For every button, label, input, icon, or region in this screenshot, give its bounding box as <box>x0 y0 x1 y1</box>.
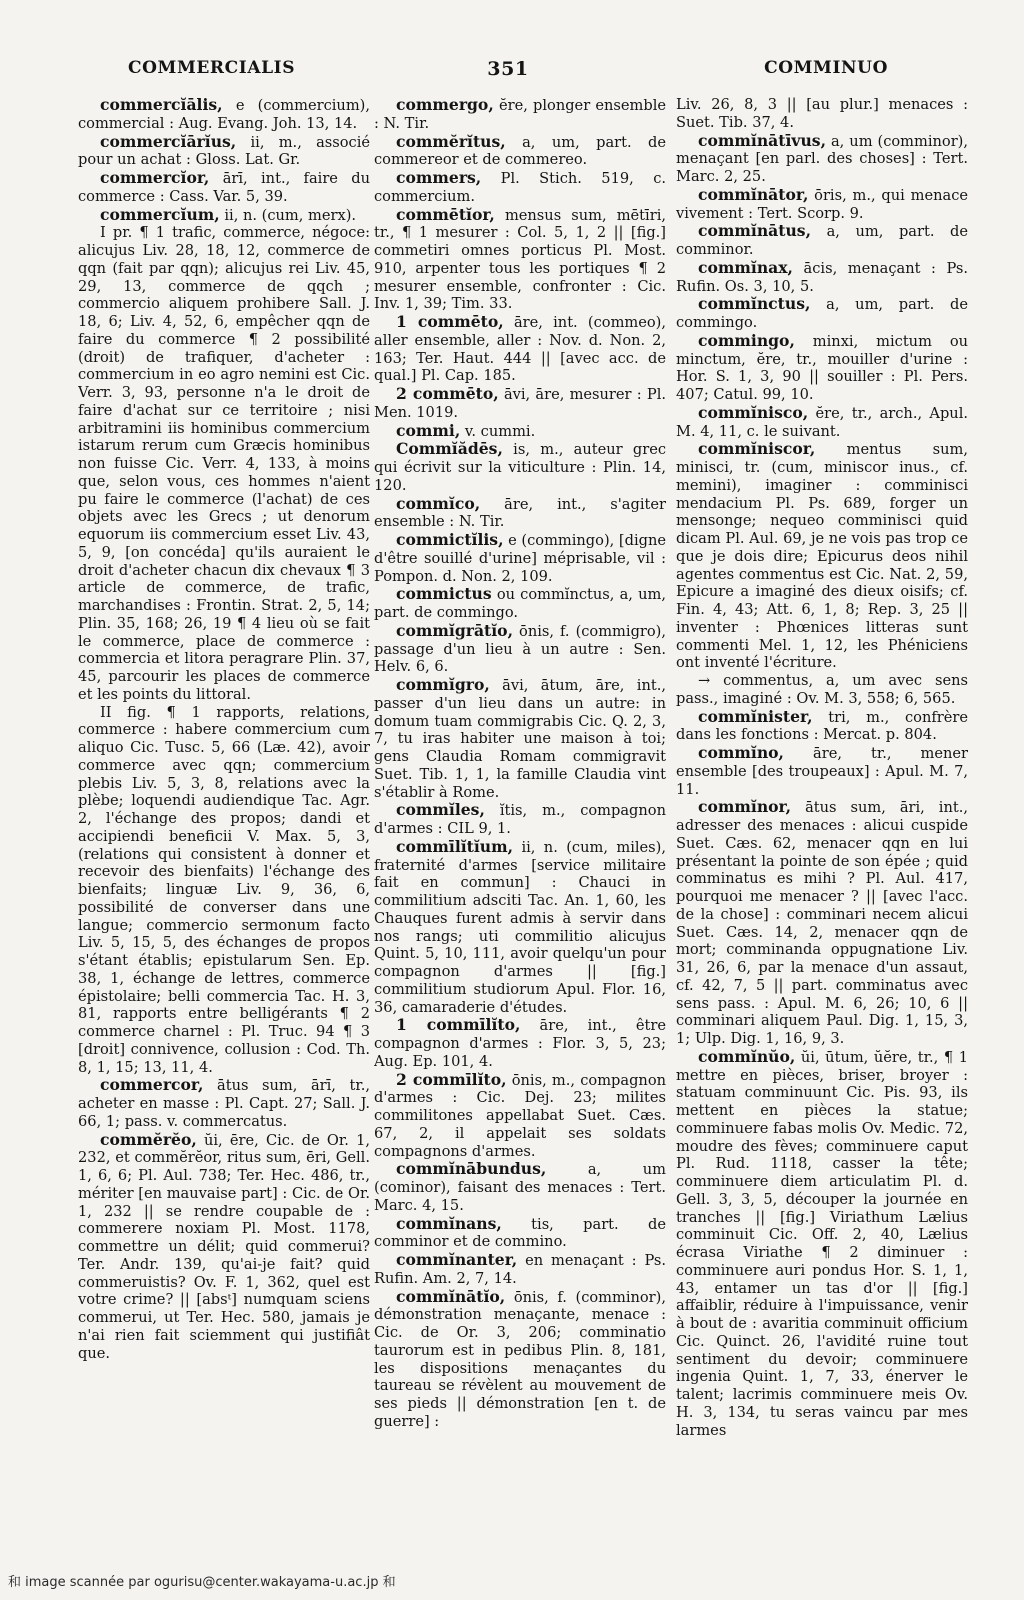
entry-definition: a, um, part. de commingo. <box>676 296 968 331</box>
dictionary-entry <box>374 169 666 206</box>
dictionary-entry <box>374 1016 666 1070</box>
entry-headword: commĭnŭo, <box>698 1046 796 1066</box>
entry-definition: Liv. 26, 8, 3 || [au plur.] menaces : Suet. Tib. 37, 4. <box>676 96 968 131</box>
entry-headword: commĭnctus, <box>698 294 811 314</box>
entry-definition: a, um, part. de comminor. <box>676 223 968 258</box>
dictionary-entry <box>374 1251 666 1288</box>
entry-headword: 1 commīlĭto, <box>396 1015 521 1035</box>
entry-definition: mensus sum, mētīri, tr., ¶ 1 mesurer : Col. 5, 1, 2 || [fig.] commetiri omnes porticus Pl. Most. 910, arpenter tous les portiques ¶ 2 mesurer ensemble, confronter : Cic. Inv. 1, 39; Tim. 33. <box>374 206 666 313</box>
dictionary-entry <box>676 1048 968 1440</box>
dictionary-entry <box>676 132 968 186</box>
entry-definition: ōnis, f. (comminor), démonstration menaçante, menace : Cic. de Or. 3, 206; comminatio taurorum est in pedibus Plin. 8, 181, les dispositions menaçantes du taureau se révèlent au mouvement de ses pieds || démonstration [en t. de guerre] : <box>374 1288 666 1430</box>
entry-definition: ĭtis, m., compagnon d'armes : CIL 9, 1. <box>374 802 666 837</box>
entry-definition: ātus sum, ārī, tr., acheter en masse : Pl. Capt. 27; Sall. J. 66, 1; pass. v. commercatus. <box>78 1077 370 1130</box>
entry-headword: commĭnax, <box>698 257 793 277</box>
entry-definition: āvi, āre, mesurer : Pl. Men. 1019. <box>374 386 666 421</box>
running-head <box>128 58 888 84</box>
dictionary-entry <box>374 622 666 676</box>
entry-headword: 2 commēto, <box>396 384 499 403</box>
entry-headword: commĭgro, <box>396 675 490 694</box>
entry-headword: 1 commēto, <box>396 312 504 331</box>
dictionary-entry <box>374 133 666 170</box>
dictionary-entry <box>78 133 370 170</box>
page-number: 351 <box>487 58 529 80</box>
dictionary-column-2 <box>374 96 666 1544</box>
entry-definition: ācis, menaçant : Ps. Rufin. Os. 3, 10, 5. <box>676 259 968 295</box>
entry-headword: commīlĭtĭum, <box>396 836 514 856</box>
dictionary-entry <box>676 186 968 223</box>
entry-definition: ŭi, ēre, Cic. de Or. 1, 232, et commĕrĕor, ritus sum, ēri, Gell. 1, 6, 6; Pl. Aul. 738; Ter. Hec. 486, tr., mériter [en mauvaise part] : Cic. de Or. 1, 232 || se rendre coupable de : commerere noxiam Pl. Most. 1178, commettre un délit; quid commerui? Ter. Andr. 139, qu'ai-je fait? quid commeruistis? Ov. F. 1, 362, quel est votre crime? || [absᵗ] numquam sciens commerui, ut Ter. Hec. 580, jamais je n'ai rien fait sciemment qui justifiât que. <box>78 1131 370 1362</box>
entry-definition: a, um (cominor), faisant des menaces : Tert. Marc. 4, 15. <box>374 1161 666 1214</box>
entry-definition: ii, n. (cum, merx). <box>224 206 357 224</box>
dictionary-entry <box>676 672 968 708</box>
entry-definition: ŭi, ūtum, ŭĕre, tr., ¶ 1 mettre en pièces, briser, broyer : statuam comminuunt Cic. Pis. 93, ils mettent en pièces la statue; comminuere fabas molis Ov. Medic. 72, moudre des fèves; comminuere caput Pl. Rud. 1118, casser la tête; comminuere diem articulatim Pl. d. Gell. 3, 3, 5, découper la journée en tranches || [fig.] Viriathum Lælius comminuit Cic. Off. 2, 40, Lælius écrasa Viriathe ¶ 2 diminuer : comminuere auri pondus Hor. S. 1, 1, 43, entamer un tas d'or || [fig.] affaiblir, réduire à l'impuissance, venir à bout de : avaritia comminuit officium Cic. Quinct. 26, l'avidité ruine tout sentiment du devoir; comminuere ingenia Quint. 1, 7, 33, énerver le talent; lacrimis comminuere meis Ov. H. 3, 134, tu seras vaincu par mes larmes <box>676 1048 968 1439</box>
entry-definition: āre, int. (commeo), aller ensemble, aller : Nov. d. Non. 2, 163; Ter. Haut. 444 || [avec acc. de qual.] Pl. Cap. 185. <box>374 314 666 385</box>
dictionary-entry <box>78 224 370 703</box>
dictionary-entry <box>374 531 666 585</box>
entry-definition: āre, int., s'agiter ensemble : N. Tir. <box>374 495 666 531</box>
entry-headword: commers, <box>396 168 482 187</box>
entry-headword: commĕrĕo, <box>100 1129 197 1149</box>
running-head-first-word: COMMERCIALIS <box>128 58 296 78</box>
entry-definition: ōris, m., qui menace vivement : Tert. Scorp. 9. <box>676 186 968 222</box>
entry-definition: e (commingo), [digne d'être souillé d'urine] méprisable, vil : Pompon. d. Non. 2, 109. <box>374 532 666 585</box>
dictionary-entry <box>374 440 666 494</box>
entry-definition: tis, part. de comminor et de commino. <box>374 1215 666 1251</box>
entry-definition: ou commĭnctus, a, um, part. de commingo. <box>374 586 666 621</box>
dictionary-entry <box>374 206 666 314</box>
entry-headword: commĭno, <box>698 743 784 762</box>
dictionary-entry <box>676 798 968 1048</box>
entry-headword: commĭnanter, <box>396 1250 518 1269</box>
entry-definition: āvi, ātum, āre, int., passer d'un lieu dans un autre: in domum tuam commigrabis Cic. Q. 2, 3, 7, tu iras habiter une maison à toi; gens Claudia Romam commigravit Suet. Tib. 1, 1, la famille Claudia vint s'établir à Rome. <box>374 677 666 801</box>
entry-headword: Commĭădēs, <box>396 439 503 459</box>
dictionary-column-1 <box>78 96 370 1544</box>
entry-headword: commĭniscor, <box>698 439 816 459</box>
entry-headword: commercĭārĭus, <box>100 131 237 151</box>
entry-headword: commĭnābundus, <box>396 1159 547 1179</box>
scan-credit-footer: 和 image scannée par ogurisu@center.wakayama-u.ac.jp 和 <box>8 1575 396 1590</box>
entry-headword: commictĭlis, <box>396 530 504 549</box>
dictionary-entry <box>374 1160 666 1214</box>
entry-headword: commi, <box>396 420 461 440</box>
entry-headword: commĭgrātĭo, <box>396 620 513 640</box>
dictionary-entry <box>78 704 370 1077</box>
dictionary-column-3 <box>676 96 968 1544</box>
entry-definition: e (commercium), commercial : Aug. Evang. Joh. 13, 14. <box>78 97 370 132</box>
entry-definition: ātus sum, āri, int., adresser des menaces : alicui cuspide Suet. Cæs. 62, menacer qqn en lui présentant la pointe de son épée ; quid comminatus es mihi ? Pl. Aul. 417, pourquoi me menacer ? || [avec l'acc. de la chose] : comminari necem alicui Suet. Cæs. 14, 2, menacer qqn de mort; comminanda oppugnatione Liv. 31, 26, 6, par la menace d'un assaut, cf. 42, 7, 5 || part. comminatus avec sens pass. : Apul. M. 6, 26; 10, 6 || comminari aliquem Paul. Dig. 1, 15, 3, 1; Ulp. Dig. 1, 16, 9, 3. <box>676 799 968 1047</box>
entry-headword: commĭnans, <box>396 1213 502 1233</box>
entry-headword: commercĭum, <box>100 204 220 224</box>
dictionary-entry <box>374 801 666 838</box>
entry-definition: āre, tr., mener ensemble [des troupeaux] : Apul. M. 7, 11. <box>676 745 968 798</box>
entry-headword: commictus <box>396 584 492 604</box>
dictionary-entry <box>374 676 666 801</box>
entry-definition: mentus sum, minisci, tr. (cum, miniscor inus., cf. memini), imaginer : comminisci mendacium Pl. Ps. 689, forger un mensonge; nequeo comminisci quid dicam Pl. Aul. 69, je ne vois pas trop ce que je dois dire; Epicurus deos nihil agentes commentus est Cic. Nat. 2, 59, Epicure a imaginé des dieux oisifs; cf. Fin. 4, 43; Att. 6, 1, 8; Rep. 3, 25 || inventer : Phœnices litteras sunt commenti Mel. 1, 12, les Phéniciens ont inventé l'écriture. <box>676 441 968 672</box>
dictionary-entry <box>676 404 968 441</box>
entry-definition: tri, m., confrère dans les fonctions : Mercat. p. 804. <box>676 708 968 744</box>
entry-definition: ōnis, m., compagnon d'armes : Cic. Dej. 23; milites commilitones appellabat Suet. Cæs. 67, 2, il appelait ses soldats compagnons d'armes. <box>374 1071 666 1160</box>
dictionary-entry <box>676 744 968 798</box>
entry-headword: commĭnisco, <box>698 402 809 422</box>
dictionary-entry <box>374 495 666 532</box>
dictionary-entry <box>78 1131 370 1363</box>
dictionary-entry <box>676 259 968 296</box>
entry-headword: commĕrĭtus, <box>396 131 506 151</box>
entry-definition: en menaçant : Ps. Rufin. Am. 2, 7, 14. <box>374 1252 666 1287</box>
dictionary-entry <box>676 222 968 259</box>
entry-headword: commĭnātīvus, <box>698 130 826 150</box>
entry-headword: commĭco, <box>396 493 481 513</box>
dictionary-entry <box>78 1076 370 1130</box>
dictionary-entry <box>374 313 666 385</box>
dictionary-entry <box>374 422 666 441</box>
dictionary-entry <box>676 440 968 672</box>
entry-definition: II fig. ¶ 1 rapports, relations, commerce : habere commercium cum aliquo Cic. Tusc. 5, 66 (Læ. 42), avoir commerce avec qqn; commercium plebis Liv. 5, 3, 8, relations avec la plèbe; loquendi audiendique Tac. Agr. 2, l'échange des propos; dandi et accipiendi beneficii V. Max. 5, 3, (relations qui consistent à donner et recevoir des bienfaits) l'échange des bienfaits; linguæ Liv. 9, 36, 6, possibilité de converser dans une langue; commercio sermonum facto Liv. 5, 15, 5, des échanges de propos s'étant établis; epistularum Sen. Ep. 38, 1, échange de lettres, commerce épistolaire; belli commercia Tac. H. 3, 81, rapports entre belligérants ¶ 2 commerce charnel : Pl. Truc. 94 ¶ 3 [droit] connivence, collusion : Cod. Th. 8, 1, 15; 13, 11, 4. <box>78 703 370 1076</box>
dictionary-entry <box>676 708 968 745</box>
entry-headword: commĭnātor, <box>698 184 809 204</box>
entry-headword: commercor, <box>100 1075 204 1095</box>
dictionary-entry <box>374 1215 666 1252</box>
entry-headword: commercĭālis, <box>100 96 223 114</box>
entry-definition: ii, n. (cum, miles), fraternité d'armes [service militaire fait en commun] : Chauci in commilitium adsciti Tac. An. 1, 60, les Chauques furent admis à servir dans nos rangs; uti commilitio alicujus Quint. 5, 10, 111, avoir quelqu'un pour compagnon d'armes || [fig.] commilitium studiorum Apul. Flor. 16, 36, camaraderie d'études. <box>374 838 666 1016</box>
entry-definition: → commentus, a, um avec sens pass., imaginé : Ov. M. 3, 558; 6, 565. <box>676 672 968 707</box>
entry-headword: commētĭor, <box>396 204 495 224</box>
dictionary-entry <box>78 169 370 206</box>
entry-definition: minxi, mictum ou minctum, ĕre, tr., mouiller d'urine : Hor. S. 1, 3, 90 || souiller : Pl. Pers. 407; Catul. 99, 10. <box>676 332 968 403</box>
entry-headword: commergo, <box>396 96 494 114</box>
entry-headword: commĭnātĭo, <box>396 1286 506 1306</box>
dictionary-entry <box>374 385 666 422</box>
dictionary-entry <box>374 1288 666 1431</box>
entry-definition: a, um, part. de commereor et de commereo. <box>374 133 666 169</box>
entry-definition: a, um (comminor), menaçant [en parl. des choses] : Tert. Marc. 2, 25. <box>676 132 968 185</box>
dictionary-entry <box>78 206 370 225</box>
entry-definition: ārī, int., faire du commerce : Cass. Var. 5, 39. <box>78 170 370 205</box>
entry-headword: commĭnister, <box>698 706 813 726</box>
entry-headword: 2 commīlĭto, <box>396 1069 507 1089</box>
dictionary-entry <box>374 585 666 622</box>
dictionary-entry <box>676 295 968 332</box>
entry-definition: Pl. Stich. 519, c. commercium. <box>374 170 666 205</box>
entry-definition: ōnis, f. (commigro), passage d'un lieu à un autre : Sen. Helv. 6, 6. <box>374 622 666 676</box>
dictionary-entry <box>676 96 968 132</box>
dictionary-entry <box>78 96 370 133</box>
entry-headword: commĭles, <box>396 800 485 820</box>
entry-definition: is, m., auteur grec qui écrivit sur la viticulture : Plin. 14, 120. <box>374 441 666 494</box>
entry-headword: commĭnor, <box>698 797 792 817</box>
entry-headword: commĭnātus, <box>698 221 812 241</box>
dictionary-entry <box>374 838 666 1017</box>
dictionary-entry <box>374 1071 666 1161</box>
dictionary-entry <box>676 332 968 404</box>
entry-definition: ii, m., associé pour un achat : Gloss. Lat. Gr. <box>78 133 370 169</box>
entry-definition: ĕre, tr., arch., Apul. M. 4, 11, c. le suivant. <box>676 404 968 440</box>
entry-definition: v. cummi. <box>464 422 536 440</box>
entry-definition: ĕre, plonger ensemble : N. Tir. <box>374 97 666 132</box>
entry-headword: commercĭor, <box>100 168 210 187</box>
entry-definition: I pr. ¶ 1 trafic, commerce, négoce: alicujus Liv. 28, 18, 12, commerce de qqn (fait par qqn); alicujus rei Liv. 45, 29, 13, commerce de qqch ; commercio aliquem prohibere Sall. J. 18, 6; Liv. 4, 52, 6, empêcher qqn de faire du commerce ¶ 2 possibilité (droit) de trafiquer, d'acheter : commercium in eo agro nemini est Cic. Verr. 3, 93, personne n'a le droit de faire d'achat sur ce territoire ; nisi arbitramini iis hominibus commercium istarum rerum cum Græcis hominibus non fuisse Cic. Verr. 4, 133, à moins que, selon vous, ces hommes n'aient pu faire le commerce (l'achat) de ces objets avec les Grecs ; ut denorum equorum iis commercium esset Liv. 43, 5, 9, [on concéda] qu'ils auraient le droit d'acheter chacun dix chevaux ¶ 3 article de commerce, de trafic, marchandises : Frontin. Strat. 2, 5, 14; Plin. 35, 168; 26, 19 ¶ 4 lieu où se fait le commerce, place de commerce : commercia et litora peragrare Plin. 37, 45, parcourir les places de commerce et les points du littoral. <box>78 224 370 703</box>
entry-headword: commingo, <box>698 330 795 350</box>
dictionary-entry <box>374 96 666 133</box>
entry-definition: āre, int., être compagnon d'armes : Flor. 3, 5, 23; Aug. Ep. 101, 4. <box>374 1017 666 1070</box>
running-head-last-word: COMMINUO <box>764 58 888 78</box>
